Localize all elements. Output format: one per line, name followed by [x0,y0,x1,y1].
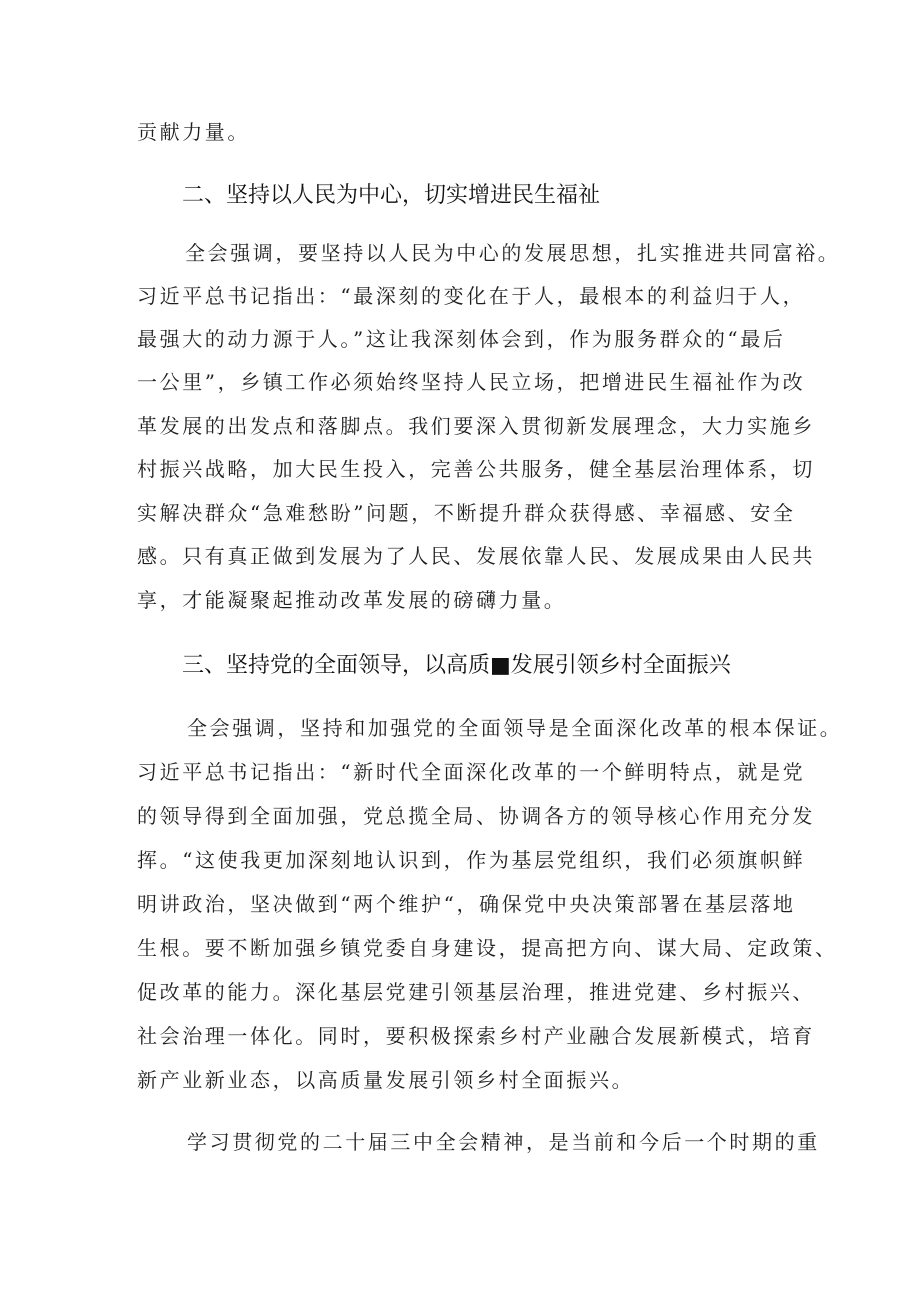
paragraph-line: 明讲政治，坚决做到“两个维护“，确保党中央决策部署在基层落地 [137,892,796,916]
paragraph-line: 享，才能凝聚起推动改革发展的磅礴力量。 [137,588,567,612]
paragraph-line: 全会强调，坚持和加强党的全面领导是全面深化改革的根本保证。 [187,716,843,740]
paragraph-line: 的领导得到全面加强，党总揽全局、协调各方的领导核心作用充分发 [137,804,815,828]
paragraph-line: 习近平总书记指出：“新时代全面深化改革的一个鲜明特点，就是党 [137,760,806,784]
paragraph-line: 感。只有真正做到发展为了人民、发展依靠人民、发展成果由人民共 [137,544,815,568]
paragraph-line: 全会强调，要坚持以人民为中心的发展思想，扎实推进共同富裕。 [185,241,841,265]
paragraph-line: 社会治理一体化。同时，要积极探索乡村产业融合发展新模式，培育 [137,1024,815,1048]
section-heading-3: 三、坚持党的全面领导，以高质■发展引领乡村全面振兴 [182,653,731,678]
paragraph-line: 革发展的出发点和落脚点。我们要深入贯彻新发展理念，大力实施乡 [137,414,815,438]
paragraph-line: 新产业新业态，以高质量发展引领乡村全面振兴。 [137,1068,635,1092]
paragraph-line: 最强大的动力源于人。”这让我深刻体会到，作为服务群众的“最后 [137,327,786,351]
paragraph-line: 促改革的能力。深化基层党建引领基层治理，推进党建、乡村振兴、 [137,980,815,1004]
section-heading-2: 二、坚持以人民为中心，切实增进民生福祉 [182,183,601,208]
paragraph-line: 村振兴战略，加大民生投入，完善公共服务，健全基层治理体系，切 [137,457,815,481]
paragraph-line: 习近平总书记指出：“最深刻的变化在于人，最根本的利益归于人， [137,284,806,308]
paragraph-line: 学习贯彻党的二十届三中全会精神，是当前和今后一个时期的重 [187,1130,820,1154]
paragraph-line: 贡献力量。 [137,120,250,144]
paragraph-line: 实解决群众“急难愁盼”问题，不断提升群众获得感、幸福感、安全 [137,501,796,525]
paragraph-line: 生根。要不断加强乡镇党委自身建设，提高把方向、谋大局、定政策、 [137,936,838,960]
paragraph-line: 一公里”，乡镇工作必须始终坚持人民立场，把增进民生福祉作为改 [137,370,806,394]
paragraph-line: 挥。“这使我更加深刻地认识到，作为基层党组织，我们必须旗帜鲜 [137,848,806,872]
